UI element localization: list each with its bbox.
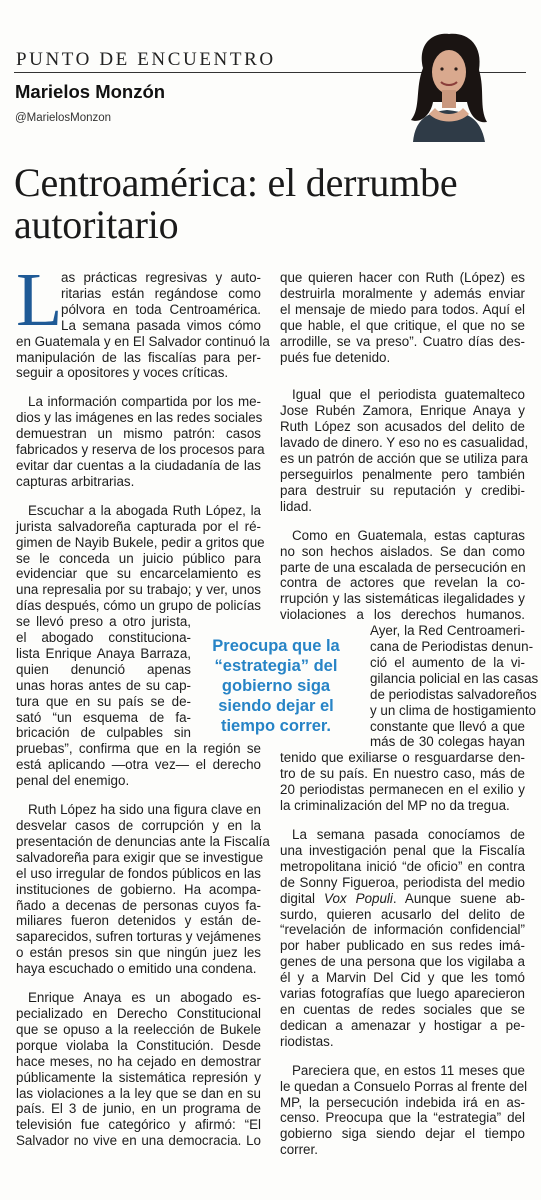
pull-quote-line: “estrategia” del	[214, 657, 338, 675]
text-line: pués fue detenido.	[280, 349, 391, 365]
text-line: las violaciones a la ley que se dan en su	[16, 1085, 261, 1101]
text-line: contra de actores que revelan la co-	[280, 575, 525, 591]
text-line: Escuchar a la abogada Ruth López, la	[28, 502, 261, 518]
text-line: capturas arbitrarias.	[16, 473, 135, 489]
text-line: seguir a opositores y voces críticas.	[16, 365, 229, 381]
text-line: de Sonny Figueroa, periodista del medio	[280, 874, 525, 890]
text-line: está aplicando —otra vez— el derecho	[16, 757, 261, 773]
text-line: el mensaje de miedo para todos. Aquí el	[280, 301, 525, 317]
text-line: se llevó preso a otro jurista,	[16, 614, 191, 630]
text-line: La semana pasada conocíamos de	[292, 827, 525, 842]
text-line: tenido que exiliarse o resguardarse den-	[280, 750, 525, 766]
text-line: salvadoreña para exigir que se investigue	[16, 849, 264, 865]
text-line: surdo, quieren acusarlo del delito de	[280, 906, 525, 922]
text-line: fabricados y reserva de los procesos para	[16, 442, 265, 458]
text-line: se le conceda un juicio público para	[16, 550, 261, 566]
pull-quote-line: Preocupa que la	[212, 637, 340, 655]
text-line: Salvador no vive en una democracia. Lo	[16, 1133, 261, 1149]
text-line: Pareciera que, en estos 11 meses que	[292, 1062, 525, 1078]
text-line: ñado a decenas de personas cuyos fa-	[16, 897, 261, 913]
text-line: penal del enemigo.	[16, 773, 130, 789]
text-line: públicamente la sistemática represión y	[16, 1069, 261, 1085]
text-line: dios y las imágenes en las redes sociales	[16, 410, 263, 426]
section-label: PUNTO DE ENCUENTRO	[16, 49, 276, 70]
text-line: país. El 3 de junio, en un programa de	[16, 1101, 261, 1117]
text-line: parte de una escalada de persecución en	[280, 559, 526, 575]
text-line: tro de su país. En nuestro caso, más de	[280, 766, 525, 782]
text-line: hace meses, no ha cejado en demostrar	[16, 1053, 261, 1069]
pull-quote-line: tiempo correr.	[220, 717, 332, 735]
text-line: gobierno siga siendo dejar el tiempo	[280, 1126, 525, 1142]
headline-line: Centroamérica: el derrumbe	[14, 160, 458, 205]
text-line: Ayer, la Red Centroameri-	[370, 623, 525, 639]
text-line: la criminalización del MP no da tregua.	[280, 798, 510, 814]
text-line: correr.	[280, 1142, 318, 1158]
text-line: riodistas.	[280, 1033, 334, 1049]
text-line: MP, la persecución indebida irá en as-	[280, 1094, 525, 1110]
paragraph	[280, 387, 529, 514]
text-line: más de 30 colegas hayan	[370, 734, 525, 750]
text-line: arrodille, se va preso”. Cuatro días des-	[280, 333, 525, 349]
text-line: no son hechos aislados. Se dan como	[280, 543, 525, 559]
text-line: él y a Marvin Del Cid y que les tomó	[280, 970, 525, 986]
drop-cap: L	[16, 258, 63, 342]
headline	[14, 162, 530, 246]
text-line: unas horas antes de su cap-	[16, 677, 191, 693]
text-line: jurista salvadoreña capturada por el ré-	[16, 518, 261, 534]
text-line: miliares fueron detenidos y están de-	[16, 913, 261, 929]
text-line: lidad.	[280, 498, 313, 514]
text-line: por haber publicado en sus redes imá-	[280, 938, 525, 954]
text-line: en Guatemala y en El Salvador continuó la	[16, 333, 270, 349]
text-line: digital Vox Populi. Aunque suene ab-	[280, 890, 525, 906]
text-line: dedican a amenazar y hostigar a pe-	[280, 1017, 525, 1033]
text-line: el uso irregular de fondos públicos en las	[16, 865, 261, 881]
paragraph	[16, 394, 265, 489]
text-line: el abogado constituciona-	[16, 630, 191, 646]
text-line: lavado de dinero. Y eso no es casualidad,	[280, 435, 529, 451]
text-line: o están presos sin que ningún juez les	[16, 945, 261, 961]
text-line: gilancia policial en las casas	[370, 670, 539, 686]
paragraph	[16, 802, 270, 977]
italic-medium-name: Vox Populi	[324, 890, 393, 906]
text-line: y un clima de hostigamiento	[370, 702, 536, 718]
text-line: evidenciar que su encarcelamiento es	[16, 566, 261, 582]
text-line: violaciones a los derechos humanos.	[280, 607, 525, 623]
text-line: que se opuso a la reelección de Bukele	[16, 1021, 261, 1037]
pull-quote-line: siendo dejar el	[218, 697, 334, 715]
text-line: Como en Guatemala, estas capturas	[292, 527, 525, 543]
text-line: haya escuchado o emitido una condena.	[16, 961, 257, 977]
paragraph	[16, 258, 270, 381]
pull-quote	[184, 636, 368, 736]
text-line: lista Enrique Anaya Barraza,	[16, 645, 191, 661]
text-line: presentación de denuncias ante la Fiscalía	[16, 833, 270, 849]
text-line: saparecidos, sufren torturas y vejámenes	[16, 929, 261, 945]
text-line: cana de Periodistas denun-	[370, 639, 534, 655]
text-line: “revelación de información confidencial”	[280, 922, 525, 938]
text-line: Enrique Anaya es un abogado es-	[28, 990, 261, 1006]
text-line: que hable, el que critique, el que no se	[280, 317, 525, 333]
text-line: Ruth López son acusados del delito de	[280, 419, 525, 435]
text-line: 20 periodistas permanecen en el exilio y	[280, 782, 525, 798]
text-line: bricación de culpables sin	[16, 725, 191, 741]
author-photo	[383, 28, 513, 142]
paragraph	[280, 827, 525, 1050]
text-line: desvelar casos de corrupción y en la	[16, 818, 261, 833]
text-line: una represalia por su trabajo; y ver, unos	[16, 582, 261, 598]
text-line: Jose Rubén Zamora, Enrique Anaya y	[280, 403, 525, 419]
paragraph	[280, 1062, 528, 1158]
text-line: rrupción y las sistemáticas ilegalidades y	[280, 591, 525, 607]
text-line: Ruth López ha sido una figura clave en	[28, 802, 261, 818]
text-line: instituciones de gobierno. Ha acompa-	[16, 881, 261, 897]
text-line: le quedan a Consuelo Porras al frente del	[280, 1078, 528, 1094]
text-line: destruirla moralmente y además enviar	[280, 285, 525, 301]
text-line: una investigación penal que la Fiscalía	[280, 842, 525, 858]
text-line: pólvora en toda Centroamérica.	[61, 301, 261, 317]
paragraph	[280, 270, 525, 365]
headline-line: autoritario	[14, 202, 179, 247]
text-line: sató “un esquema de fa-	[16, 709, 191, 725]
text-line: que quieren hacer con Ruth (López) es	[280, 270, 525, 285]
text-line: quien denunció apenas	[16, 661, 191, 677]
text-line: manipulación de las fiscalías para per-	[16, 349, 261, 365]
text-line: perseguirlos penalmente pero también	[280, 466, 525, 482]
text-line: censo. Preocupa que la “estrategia” del	[280, 1110, 525, 1126]
text-line: para destruir su reputación y credibi-	[280, 482, 525, 498]
text-line: genes de una persona que los vigilaba a	[280, 954, 525, 970]
text-line: es un patrón de acción que se utiliza para	[280, 451, 528, 467]
pull-quote-line: gobierno siga	[221, 677, 331, 695]
text-line: constante que llevó a que	[370, 718, 525, 734]
text-line: pecializado en Derecho Constitucional	[16, 1005, 261, 1021]
text-line: Igual que el periodista guatemalteco	[292, 387, 525, 403]
text-line: ritarias están regándose como	[61, 285, 261, 301]
text-line: televisión fue categórico y afirmó: “El	[16, 1117, 261, 1133]
text-line: La semana pasada vimos cómo	[61, 317, 261, 333]
text-line: metropolitana inició “de oficio” en contra	[280, 858, 525, 874]
author-handle: @MarielosMonzon	[15, 112, 112, 124]
text-line: en cuentas de redes sociales que se	[280, 1001, 525, 1017]
text-line: ció el aumento de la vi-	[370, 654, 525, 670]
text-line: evitar dar cuentas a la ciudadanía de las	[16, 457, 261, 473]
text-line: La información compartida por los me-	[28, 394, 261, 410]
author-name: Marielos Monzón	[15, 81, 166, 102]
paragraph	[16, 990, 261, 1149]
text-line: demuestran un mismo patrón: casos	[16, 426, 261, 442]
text-line: tura que en su país se de-	[16, 693, 191, 709]
text-line: gimen de Nayib Bukele, pedir a gritos que	[16, 534, 265, 550]
text-line: de periodistas salvadoreños	[370, 686, 537, 702]
text-line: pruebas”, confirma que en la región se	[16, 741, 261, 757]
text-line: días después, cómo un grupo de policías	[16, 598, 261, 614]
text-line: porque violaba la Constitución. Desde	[16, 1037, 261, 1053]
text-line: varias fotografías que luego aparecieron	[280, 986, 525, 1002]
text-line: as prácticas regresivas y auto-	[61, 270, 261, 285]
